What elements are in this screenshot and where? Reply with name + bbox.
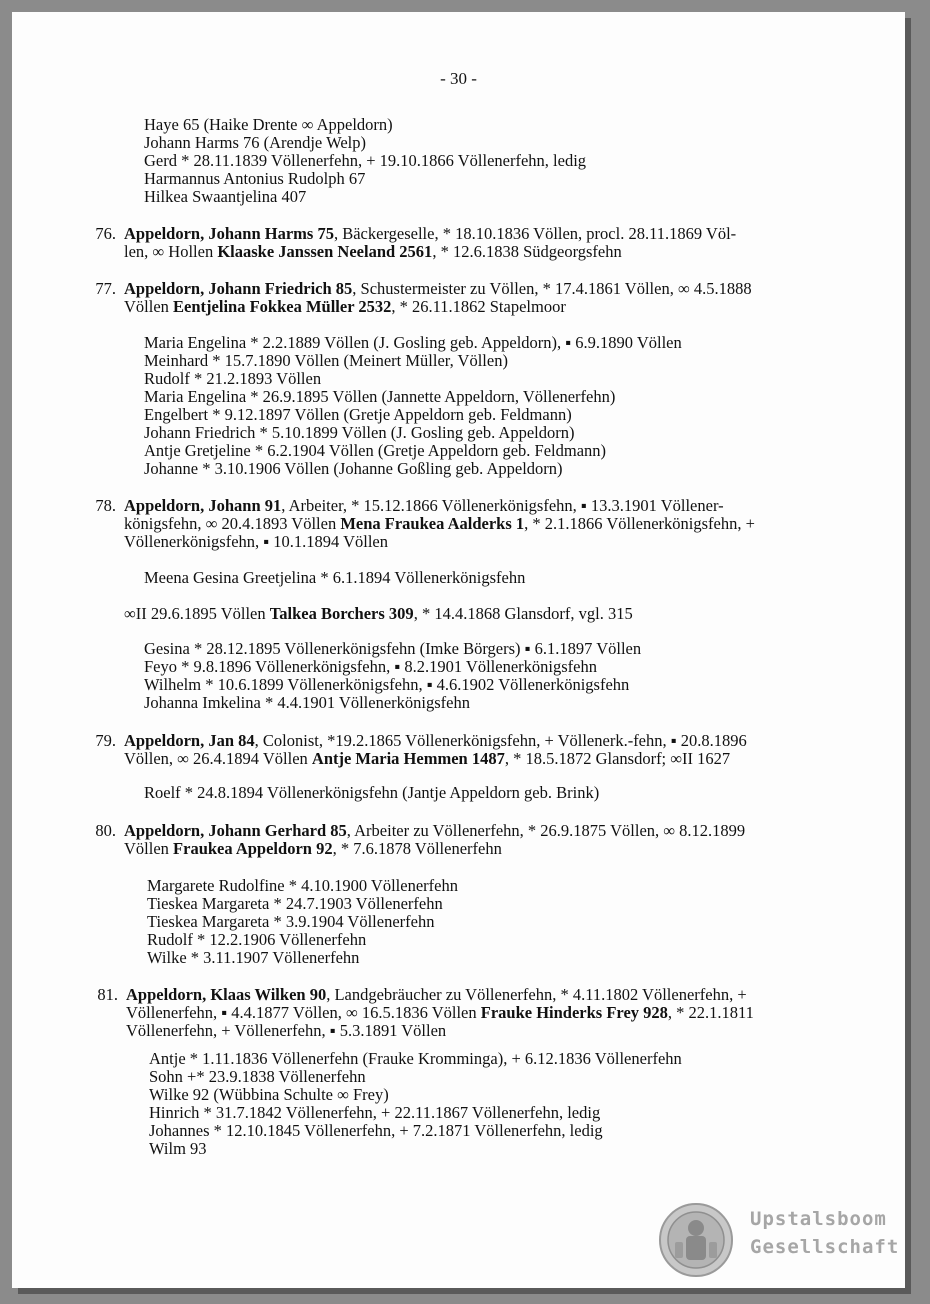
- person-name: Appeldorn, Jan 84: [124, 731, 255, 750]
- child-line: Rudolf * 21.2.1893 Völlen: [144, 369, 322, 388]
- child-line: Feyo * 9.8.1896 Völlenerkönigsfehn, ▪ 8.2.1901 Völlenerkönigsfehn: [144, 657, 597, 676]
- logo-text-line1: Upstalsboom: [750, 1208, 887, 1230]
- entry-detail: , * 12.6.1838 Südgeorgsfehn: [432, 242, 622, 261]
- entry-detail: , * 7.6.1878 Völlenerfehn: [332, 839, 502, 858]
- child-line: Johanne * 3.10.1906 Völlen (Johanne Goßling geb. Appeldorn): [144, 459, 563, 478]
- child-line: Wilm 93: [149, 1139, 207, 1158]
- entry-detail: Völlenerkönigsfehn, ▪ 10.1.1894 Völlen: [124, 532, 389, 551]
- entry-detail: , Bäckergeselle, * 18.10.1836 Völlen, procl. 28.11.1869 Völ-: [333, 224, 737, 243]
- child-line: Johannes * 12.10.1845 Völlenerfehn, + 7.2.1871 Völlenerfehn, ledig: [149, 1121, 603, 1140]
- child-line: Meena Gesina Greetjelina * 6.1.1894 Völlenerkönigsfehn: [144, 568, 526, 587]
- child-line: Rudolf * 12.2.1906 Völlenerfehn: [147, 930, 367, 949]
- entry-detail: , Arbeiter zu Völlenerfehn, * 26.9.1875 Völlen, ∞ 8.12.1899: [346, 821, 746, 840]
- child-line: Tieskea Margareta * 24.7.1903 Völlenerfehn: [147, 894, 443, 913]
- spouse-name: Antje Maria Hemmen 1487: [311, 749, 505, 768]
- entry-text: [126, 986, 754, 1040]
- child-line: Hinrich * 31.7.1842 Völlenerfehn, + 22.11.1867 Völlenerfehn, ledig: [149, 1103, 601, 1122]
- entry-detail: Völlen, ∞ 26.4.1894 Völlen: [124, 749, 312, 768]
- child-line: Harmannus Antonius Rudolph 67: [144, 169, 366, 188]
- page-number: - 30 -: [440, 69, 477, 88]
- entry-detail: , Schustermeister zu Völlen, * 17.4.1861 Völlen, ∞ 4.5.1888: [352, 279, 752, 298]
- child-line: Roelf * 24.8.1894 Völlenerkönigsfehn (Jantje Appeldorn geb. Brink): [144, 783, 600, 802]
- child-line: Meinhard * 15.7.1890 Völlen (Meinert Müller, Völlen): [144, 351, 508, 370]
- society-logo: [658, 1202, 906, 1278]
- child-line: Gerd * 28.11.1839 Völlenerfehn, + 19.10.1866 Völlenerfehn, ledig: [144, 151, 587, 170]
- child-line: Margarete Rudolfine * 4.10.1900 Völlenerfehn: [147, 876, 458, 895]
- entry-number: 80.: [95, 821, 116, 840]
- person-name: Appeldorn, Johann Friedrich 85: [124, 279, 353, 298]
- child-line: Antje Gretjeline * 6.2.1904 Völlen (Gretje Appeldorn geb. Feldmann): [144, 441, 607, 460]
- spouse-name: Klaaske Janssen Neeland 2561: [217, 242, 433, 261]
- child-line: Antje * 1.11.1836 Völlenerfehn (Frauke Kromminga), + 6.12.1836 Völlenerfehn: [149, 1049, 682, 1068]
- entry-detail: Völlenerfehn, ▪ 4.4.1877 Völlen, ∞ 16.5.1836 Völlen: [126, 1003, 481, 1022]
- entry-text: [124, 225, 736, 261]
- spouse-name: Frauke Hinderks Frey 928: [480, 1003, 668, 1022]
- child-line: Maria Engelina * 26.9.1895 Völlen (Jannette Appeldorn, Völlenerfehn): [144, 387, 616, 406]
- child-line: Gesina * 28.12.1895 Völlenerkönigsfehn (Imke Börgers) ▪ 6.1.1897 Völlen: [144, 639, 642, 658]
- entry-number: 81.: [97, 985, 118, 1004]
- child-line: Wilhelm * 10.6.1899 Völlenerkönigsfehn, ▪ 4.6.1902 Völlenerkönigsfehn: [144, 675, 630, 694]
- entry-detail: ∞II 29.6.1895 Völlen: [124, 604, 270, 623]
- entry-detail: Völlen: [124, 839, 174, 858]
- person-name: Appeldorn, Johann Gerhard 85: [124, 821, 347, 840]
- entry-detail: len, ∞ Hollen: [124, 242, 218, 261]
- child-line: Johann Harms 76 (Arendje Welp): [144, 133, 366, 152]
- entry-text: [124, 732, 747, 768]
- person-name: Appeldorn, Johann Harms 75: [124, 224, 334, 243]
- entry-detail: Völlenerfehn, + Völlenerfehn, ▪ 5.3.1891 Völlen: [126, 1021, 447, 1040]
- spouse-name: Mena Fraukea Aalderks 1: [340, 514, 525, 533]
- entry-text: [124, 280, 752, 316]
- document-body: [12, 12, 905, 1288]
- entry-number: 76.: [95, 224, 116, 243]
- child-line: Wilke * 3.11.1907 Völlenerfehn: [147, 948, 360, 967]
- spouse-name: Talkea Borchers 309: [269, 604, 414, 623]
- entry-number: 78.: [95, 496, 116, 515]
- child-line: Haye 65 (Haike Drente ∞ Appeldorn): [144, 115, 393, 134]
- document-page: [12, 12, 905, 1288]
- entry-detail: , * 22.1.1811: [667, 1003, 754, 1022]
- entry-text: [124, 822, 745, 858]
- spouse-name: Fraukea Appeldorn 92: [173, 839, 333, 858]
- child-line: Hilkea Swaantjelina 407: [144, 187, 307, 206]
- person-name: Appeldorn, Klaas Wilken 90: [126, 985, 327, 1004]
- entry-detail: , Landgebräucher zu Völlenerfehn, * 4.11.1802 Völlenerfehn, +: [326, 985, 747, 1004]
- entry-detail: , * 18.5.1872 Glansdorf; ∞II 1627: [504, 749, 731, 768]
- logo-text-line2: Gesellschaft: [750, 1236, 900, 1258]
- seal-icon: [658, 1202, 734, 1278]
- entry-number: 79.: [95, 731, 116, 750]
- entry-detail: Völlen: [124, 297, 174, 316]
- entry-number: 77.: [95, 279, 116, 298]
- child-line: Sohn +* 23.9.1838 Völlenerfehn: [149, 1067, 366, 1086]
- spouse-name: Eentjelina Fokkea Müller 2532: [173, 297, 392, 316]
- child-line: Tieskea Margareta * 3.9.1904 Völlenerfehn: [147, 912, 435, 931]
- entry-text: [124, 497, 755, 551]
- second-marriage: [124, 605, 633, 623]
- entry-detail: , Arbeiter, * 15.12.1866 Völlenerkönigsfehn, ▪ 13.3.1901 Völlener-: [281, 496, 724, 515]
- child-line: Maria Engelina * 2.2.1889 Völlen (J. Gosling geb. Appeldorn), ▪ 6.9.1890 Völlen: [144, 333, 682, 352]
- entry-detail: königsfehn, ∞ 20.4.1893 Völlen: [124, 514, 341, 533]
- entry-detail: , * 14.4.1868 Glansdorf, vgl. 315: [413, 604, 633, 623]
- entry-detail: , * 2.1.1866 Völlenerkönigsfehn, +: [524, 514, 755, 533]
- person-name: Appeldorn, Johann 91: [124, 496, 282, 515]
- entry-detail: , * 26.11.1862 Stapelmoor: [391, 297, 566, 316]
- child-line: Johanna Imkelina * 4.4.1901 Völlenerkönigsfehn: [144, 693, 470, 712]
- child-line: Engelbert * 9.12.1897 Völlen (Gretje Appeldorn geb. Feldmann): [144, 405, 572, 424]
- child-line: Johann Friedrich * 5.10.1899 Völlen (J. Gosling geb. Appeldorn): [144, 423, 575, 442]
- entry-detail: , Colonist, *19.2.1865 Völlenerkönigsfehn, + Völlenerk.-fehn, ▪ 20.8.1896: [254, 731, 747, 750]
- child-line: Wilke 92 (Wübbina Schulte ∞ Frey): [149, 1085, 389, 1104]
